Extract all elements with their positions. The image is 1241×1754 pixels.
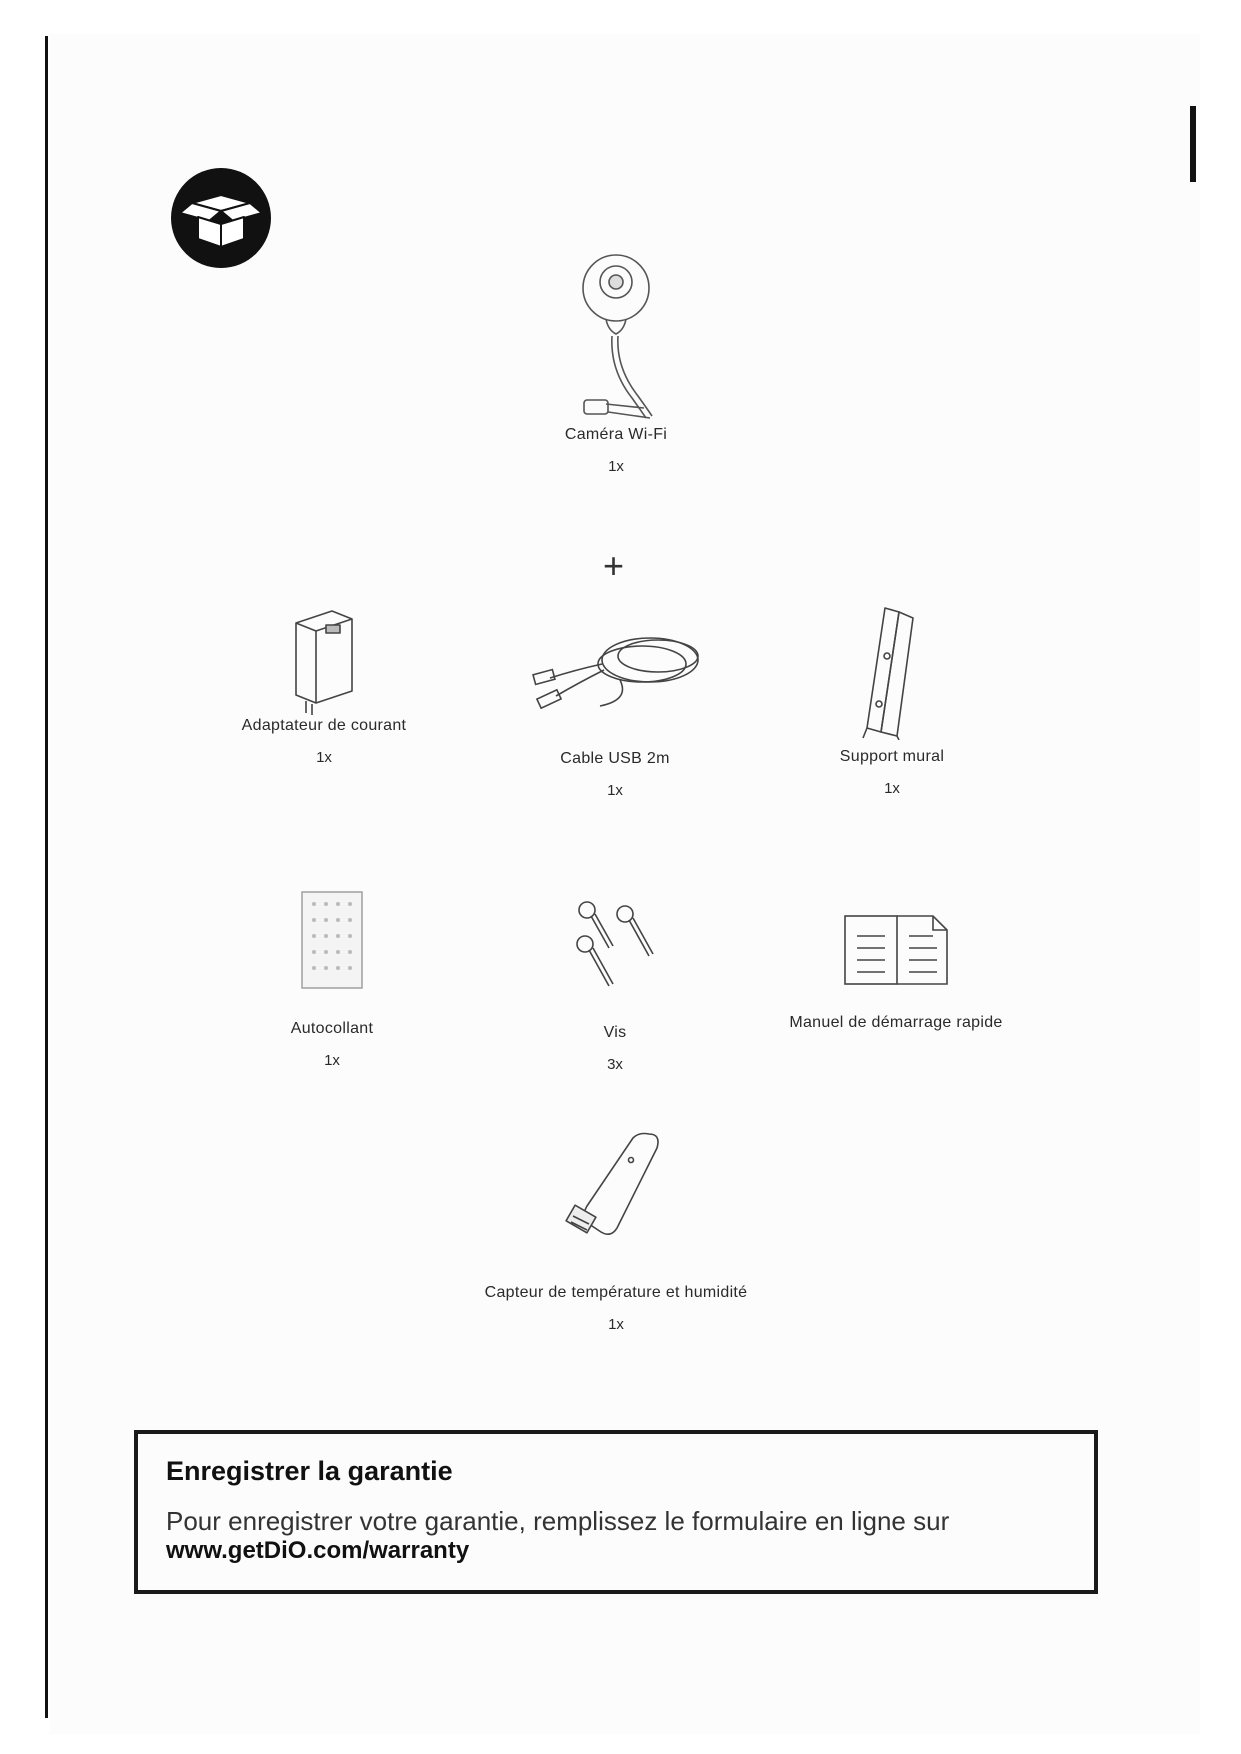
item-label: Support mural: [839, 748, 945, 765]
item-quantity: 1x: [324, 1052, 340, 1069]
warranty-box: [134, 1430, 1098, 1594]
item-wall-mount: [732, 604, 1052, 797]
sticker-sheet-icon: [300, 890, 364, 990]
power-adapter-icon: [284, 605, 364, 717]
item-label: Capteur de température et humidité: [484, 1284, 748, 1301]
item-quantity: 1x: [608, 458, 624, 475]
warranty-text: Pour enregistrer votre garantie, remplissez le formulaire en ligne sur: [166, 1506, 950, 1536]
left-margin-rule: [45, 36, 48, 1718]
item-sensor: [456, 1128, 776, 1333]
wifi-camera-icon: [546, 240, 686, 426]
warranty-title: Enregistrer la garantie: [166, 1456, 453, 1486]
manual-icon: [841, 912, 951, 988]
screws-icon: [565, 894, 665, 994]
item-label: Cable USB 2m: [560, 750, 670, 767]
item-label: Vis: [603, 1024, 627, 1041]
item-quantity: 1x: [607, 782, 623, 799]
open-box-icon: [170, 167, 272, 269]
item-power-adapter: [164, 605, 484, 766]
item-label: Autocollant: [290, 1020, 374, 1037]
item-screws: [455, 894, 775, 1073]
item-quantity: 3x: [607, 1056, 623, 1073]
item-quantity: 1x: [884, 780, 900, 797]
item-quantity: 1x: [316, 749, 332, 766]
item-manual: [736, 912, 1056, 1032]
item-sticker: [172, 890, 492, 1069]
item-label: Caméra Wi-Fi: [564, 426, 668, 443]
right-edge-tab: [1190, 106, 1196, 182]
plus-sign: +: [603, 545, 625, 586]
item-camera: [456, 240, 776, 475]
wall-mount-icon: [847, 604, 937, 740]
warranty-link[interactable]: www.getDiO.com/warranty: [166, 1537, 470, 1564]
item-usb-cable: [455, 620, 775, 799]
usb-cable-icon: [520, 620, 710, 720]
temperature-humidity-sensor-icon: [561, 1128, 671, 1248]
item-label: Manuel de démarrage rapide: [789, 1014, 1003, 1031]
item-label: Adaptateur de courant: [241, 717, 407, 734]
item-quantity: 1x: [608, 1316, 624, 1333]
